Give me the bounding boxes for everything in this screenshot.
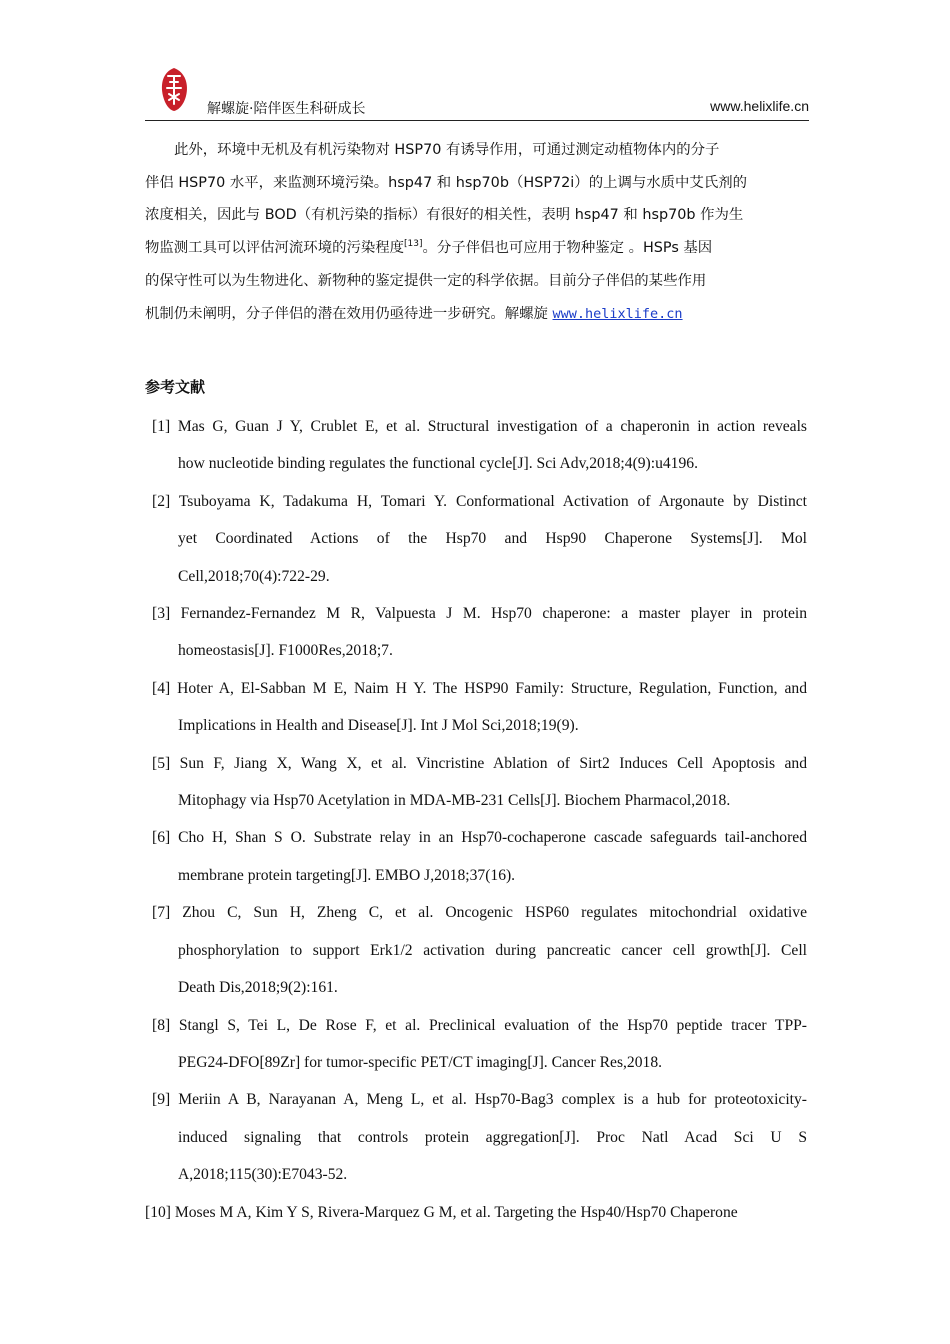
helixlife-logo-icon <box>157 66 191 112</box>
reference-line: how nucleotide binding regulates the functional cycle[J]. Sci Adv,2018;4(9):u4196. <box>178 455 698 473</box>
reference-line: [2] Tsuboyama K, Tadakuma H, Tomari Y. Conformational Activation of Argonaute by Distinct <box>152 492 807 510</box>
body-line-text: 机制仍未阐明，分子伴侣的潜在效用仍亟待进一步研究。解螺旋 <box>145 305 553 322</box>
header-site-url[interactable]: www.helixlife.cn <box>710 98 809 114</box>
reference-line: [10] Moses M A, Kim Y S, Rivera-Marquez G M, et al. Targeting the Hsp40/Hsp70 Chaperone <box>145 1203 738 1221</box>
reference-line: [8] Stangl S, Tei L, De Rose F, et al. Preclinical evaluation of the Hsp70 peptide tracer TPP- <box>152 1016 807 1034</box>
reference-line: [7] Zhou C, Sun H, Zheng C, et al. Oncogenic HSP60 regulates mitochondrial oxidative <box>152 904 807 922</box>
reference-item <box>145 670 807 745</box>
reference-line: phosphorylation to support Erk1/2 activation during pancreatic cancer cell growth[J]. Cell <box>178 941 807 959</box>
citation-marker[interactable]: [13] <box>404 239 423 250</box>
body-line-text: 物监测工具可以评估河流环境的污染程度 <box>145 240 405 257</box>
reference-line: Cell,2018;70(4):722-29. <box>178 567 330 585</box>
body-line: 此外，环境中无机及有机污染物对 HSP70 有诱导作用，可通过测定动植物体内的分子 <box>174 142 720 158</box>
helixlife-link[interactable]: www.helixlife.cn <box>552 305 683 322</box>
reference-item <box>145 894 807 1006</box>
reference-line: [9] Meriin A B, Narayanan A, Meng L, et al. Hsp70-Bag3 complex is a hub for proteotoxicity- <box>152 1091 807 1109</box>
page-header <box>145 64 809 122</box>
reference-line: induced signaling that controls protein aggregation[J]. Proc Natl Acad Sci U S <box>178 1128 807 1146</box>
reference-item <box>145 1194 807 1231</box>
reference-item <box>145 595 807 670</box>
references-heading: 参考文献 <box>145 378 206 396</box>
reference-line: homeostasis[J]. F1000Res,2018;7. <box>178 642 393 660</box>
body-line-tail: 。分子伴侣也可应用于物种鉴定 。HSPs 基因 <box>422 240 713 257</box>
header-divider <box>145 120 809 121</box>
reference-item <box>145 1081 807 1193</box>
reference-line: PEG24-DFO[89Zr] for tumor-specific PET/CT imaging[J]. Cancer Res,2018. <box>178 1053 663 1071</box>
reference-line: A,2018;115(30):E7043-52. <box>178 1166 348 1184</box>
body-paragraph <box>145 134 809 330</box>
body-line <box>145 298 809 331</box>
body-line: 浓度相关，因此与 BOD（有机污染的指标）有很好的相关性，表明 hsp47 和 hsp70b 作为生 <box>145 207 744 224</box>
reference-line: membrane protein targeting[J]. EMBO J,2018;37(16). <box>178 866 516 884</box>
reference-line: [1] Mas G, Guan J Y, Crublet E, et al. Structural investigation of a chaperonin in action reveals <box>152 418 807 435</box>
reference-line: [3] Fernandez-Fernandez M R, Valpuesta J M. Hsp70 chaperone: a master player in protein <box>152 605 807 623</box>
body-line: 伴侣 HSP70 水平，来监测环境污染。hsp47 和 hsp70b（HSP72i）的上调与水质中艾氏剂的 <box>145 174 747 191</box>
reference-line: [4] Hoter A, El-Sabban M E, Naim H Y. The HSP90 Family: Structure, Regulation, Function, and <box>152 679 807 697</box>
brand-slogan: 解螺旋·陪伴医生科研成长 <box>207 101 366 117</box>
reference-line: yet Coordinated Actions of the Hsp70 and Hsp90 Chaperone Systems[J]. Mol <box>178 530 807 548</box>
reference-item <box>145 408 807 483</box>
references-list <box>145 408 807 1231</box>
reference-item <box>145 483 807 595</box>
reference-item <box>145 819 807 894</box>
body-line: 的保守性可以为生物进化、新物种的鉴定提供一定的科学依据。目前分子伴侣的某些作用 <box>145 272 707 289</box>
reference-line: [6] Cho H, Shan S O. Substrate relay in an Hsp70-cochaperone cascade safeguards tail-anchored <box>152 829 807 847</box>
reference-item <box>145 1007 807 1082</box>
reference-item <box>145 745 807 820</box>
body-line <box>145 232 809 265</box>
reference-line: Mitophagy via Hsp70 Acetylation in MDA-MB-231 Cells[J]. Biochem Pharmacol,2018. <box>178 792 731 810</box>
reference-line: Implications in Health and Disease[J]. Int J Mol Sci,2018;19(9). <box>178 717 579 735</box>
reference-line: [5] Sun F, Jiang X, Wang X, et al. Vincristine Ablation of Sirt2 Induces Cell Apoptosis and <box>152 754 807 772</box>
reference-line: Death Dis,2018;9(2):161. <box>178 979 338 997</box>
